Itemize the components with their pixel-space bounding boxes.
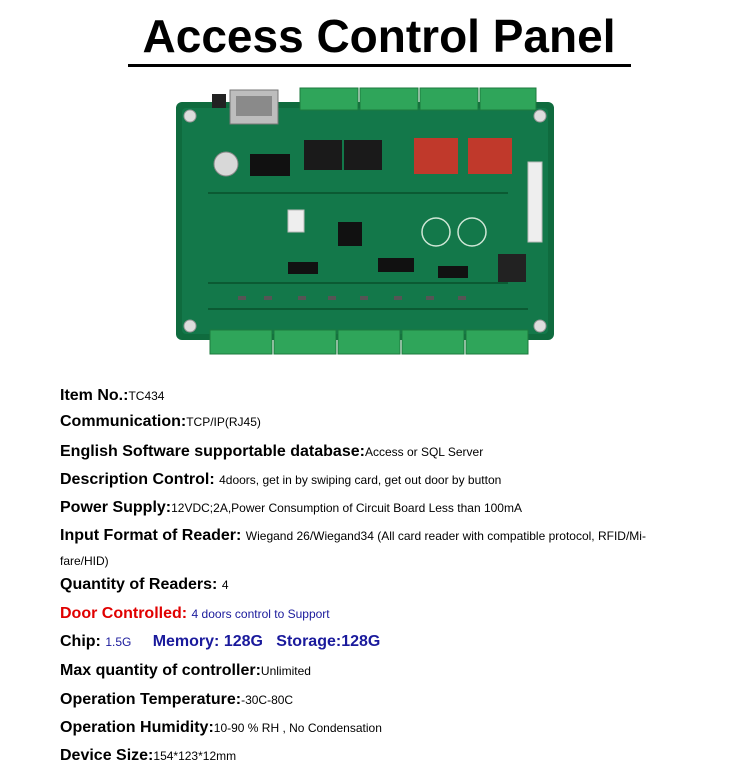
page-title: Access Control Panel (142, 10, 616, 62)
spec-software: English Software supportable database:Access or SQL Server (60, 443, 484, 460)
spec-size: Device Size:154*123*12mm (60, 747, 237, 764)
spec-temperature: Operation Temperature:-30C-80C (60, 691, 294, 708)
spec-memory: Memory: 128G (152, 633, 263, 650)
spec-power: Power Supply:12VDC;2A,Power Consumption of Circuit Board Less than 100mA (60, 499, 522, 516)
spec-max-controller: Max quantity of controller:Unlimited (60, 662, 311, 679)
spec-door: Door Controlled: 4 doors control to Support (60, 605, 330, 622)
spec-input-format-cont: fare/HID) (60, 554, 109, 568)
spec-chip: Chip: 1.5G Memory: 128G Storage:128G (60, 633, 381, 650)
spec-item-no: Item No.:TC434 (60, 387, 165, 404)
circuit-board-image (168, 82, 568, 360)
spec-description: Description Control: 4doors, get in by swiping card, get out door by button (60, 471, 502, 488)
spec-readers: Quantity of Readers: 4 (60, 576, 229, 593)
spec-input-format: Input Format of Reader: Wiegand 26/Wiegand34 (All card reader with compatible protocol, RFID/Mi- (60, 527, 646, 544)
spec-communication: Communication:TCP/IP(RJ45) (60, 413, 261, 430)
title-underline (128, 64, 631, 67)
spec-humidity: Operation Humidity:10-90 % RH , No Condensation (60, 719, 382, 736)
spec-storage: Storage:128G (276, 633, 381, 650)
